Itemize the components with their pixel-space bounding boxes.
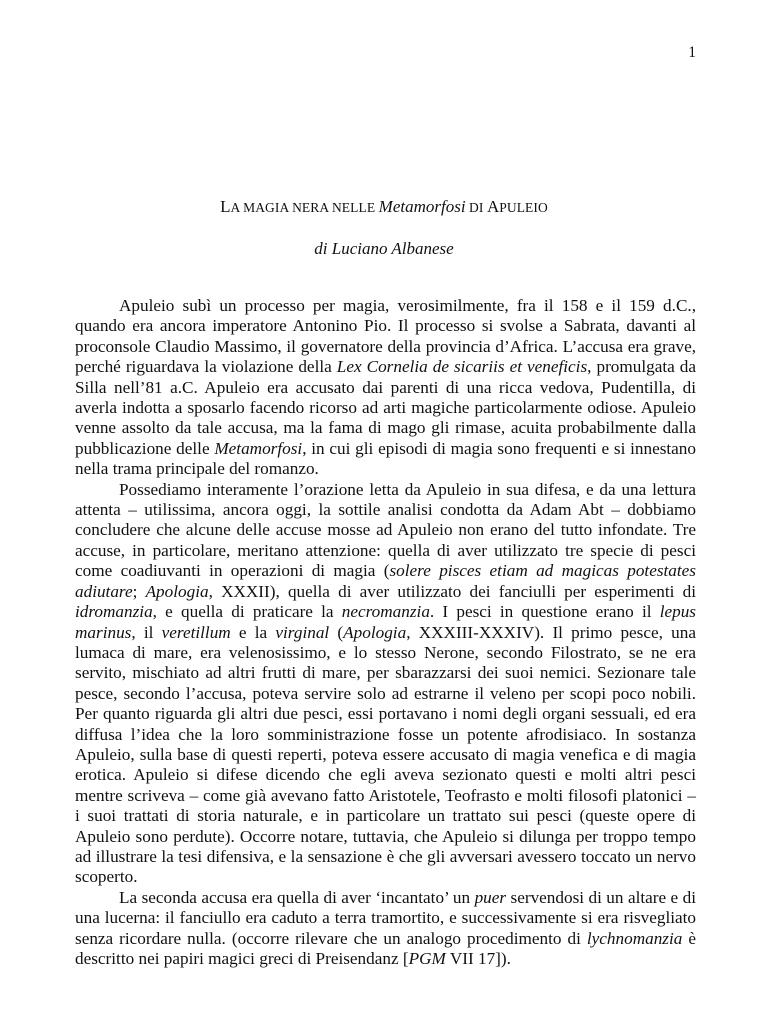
italic-run: necromanzia xyxy=(341,602,430,622)
italic-run: PGM xyxy=(408,949,446,968)
title-initial-l: L xyxy=(220,197,231,216)
text-run: Possediamo interamente l’orazione letta da Apuleio in sua difesa, e da una lettura attenta – utilissima, ancora oggi, la sottile analisi condotta da Adam Abt – dobbiamo concludere che alcune delle accuse mosse ad Apuleio non erano del tutto infondate. Tre accuse, in particolare, meritano attenzione: quella di aver utilizzato tre specie di pesci come coadiuvanti in operazioni di magia ( xyxy=(75,479,696,581)
italic-run: Lex Cornelia de sicariis et veneficis xyxy=(336,357,588,377)
title-smallcaps-di: DI xyxy=(465,200,487,215)
italic-run: idromanzia xyxy=(75,602,153,622)
text-run: , XXXIII-XXXIV). Il primo pesce, una lumaca di mare, era velenosissimo, e lo stesso Nerone, secondo Filostrato, se ne era servito, mischiato ad altri frutti di mare, per sbarazzarsi dei suoi nemici. Sezionare tale pesce, secondo l’accusa, poteva servire solo ad estrarne il veleno per scopi poco nobili. Per quanto riguarda gli altri due pesci, essi portavano i nomi degli organi sessuali, ed era diffusa l’idea che la loro somministrazione fosse un potente afrodisiaco. In sostanza Apuleio, sulla base di questi reperti, poteva essere accusato di magia venefica e di magia erotica. Apuleio si difese dicendo che egli aveva sezionato questi e molti altri pesci mentre scriveva – come già avevano fatto Aristotele, Teofrasto e molti filosofi platonici – i suoi trattati di storia naturale, e in particolare un trattato sui pesci (queste opere di Apuleio sono perdute). Occorre notare, tuttavia, che Apuleio si dilunga per troppo tempo ad illustrare la tesi difensiva, e la sensazione è che gli avversari avessero toccato un nervo scoperto. xyxy=(75,622,696,887)
paragraph-3 xyxy=(75,888,696,970)
italic-run: puer xyxy=(474,887,507,907)
italic-run: Apologia xyxy=(145,581,209,601)
italic-run: solere pisces etiam ad magicas potestates adiutare xyxy=(75,561,696,601)
title-smallcaps-1: A MAGIA NERA NELLE xyxy=(230,200,379,215)
text-run: , XXXII), quella di aver utilizzato dei fanciulli per esperimenti di xyxy=(208,581,696,601)
paper-title xyxy=(0,196,768,219)
text-run: , il xyxy=(131,622,162,642)
italic-run: Metamorfosi xyxy=(214,438,303,458)
italic-run: lychnomanzia xyxy=(586,928,683,948)
text-run: , promulgata da Silla nell’81 a.C. Apuleio era accusato dai parenti di una ricca vedova, Pudentilla, di averla indotta a sposarlo facendo ricorso ad arti magiche particolarmente odiose. Apuleio venne assolto da tale accusa, ma la fama di mago gli rimase, acuita probabilmente dalla pubblicazione delle xyxy=(75,357,696,458)
text-run: ; xyxy=(132,581,146,601)
text-run: VII 17]). xyxy=(445,949,511,968)
text-run: servendosi di un altare e di una lucerna: il fanciullo era caduto a terra tramortito, e successivamente si era risvegliato senza ricordare nulla. (occorre rilevare che un analogo procedimento di xyxy=(75,887,696,948)
text-run: è descritto nei papiri magici greci di Preisendanz [ xyxy=(75,928,696,968)
author-line: di Luciano Albanese xyxy=(314,239,454,258)
italic-run: lepus marinus xyxy=(75,602,696,642)
text-run: ( xyxy=(329,622,344,642)
text-run: Apuleio subì un processo per magia, verosimilmente, fra il 158 e il 159 d.C., quando era ancora imperatore Antonino Pio. Il processo si svolse a Sabrata, davanti al proconsole Claudio Massimo, il governatore della provincia d’Africa. L’accusa era grave, perché riguardava la violazione della xyxy=(75,296,696,377)
italic-run: veretillum xyxy=(161,622,231,642)
text-run: , e quella di praticare la xyxy=(152,602,342,622)
italic-run: virginal xyxy=(275,622,330,642)
title-smallcaps-2: PULEIO xyxy=(499,200,548,215)
text-run: e la xyxy=(230,622,276,642)
body-text xyxy=(75,296,696,969)
text-run: , in cui gli episodi di magia sono frequenti e si innestano nella trama principale del romanzo. xyxy=(75,438,696,479)
paragraph-1 xyxy=(75,296,696,480)
title-italic-metamorfosi: Metamorfosi xyxy=(378,197,466,216)
title-initial-a: A xyxy=(486,197,500,216)
italic-run: Apologia xyxy=(343,622,407,642)
text-run: La seconda accusa era quella di aver ‘incantato’ un xyxy=(119,887,475,907)
paragraph-2 xyxy=(75,480,696,888)
text-run: . I pesci in questione erano il xyxy=(429,602,660,622)
page-number: 1 xyxy=(688,44,696,61)
